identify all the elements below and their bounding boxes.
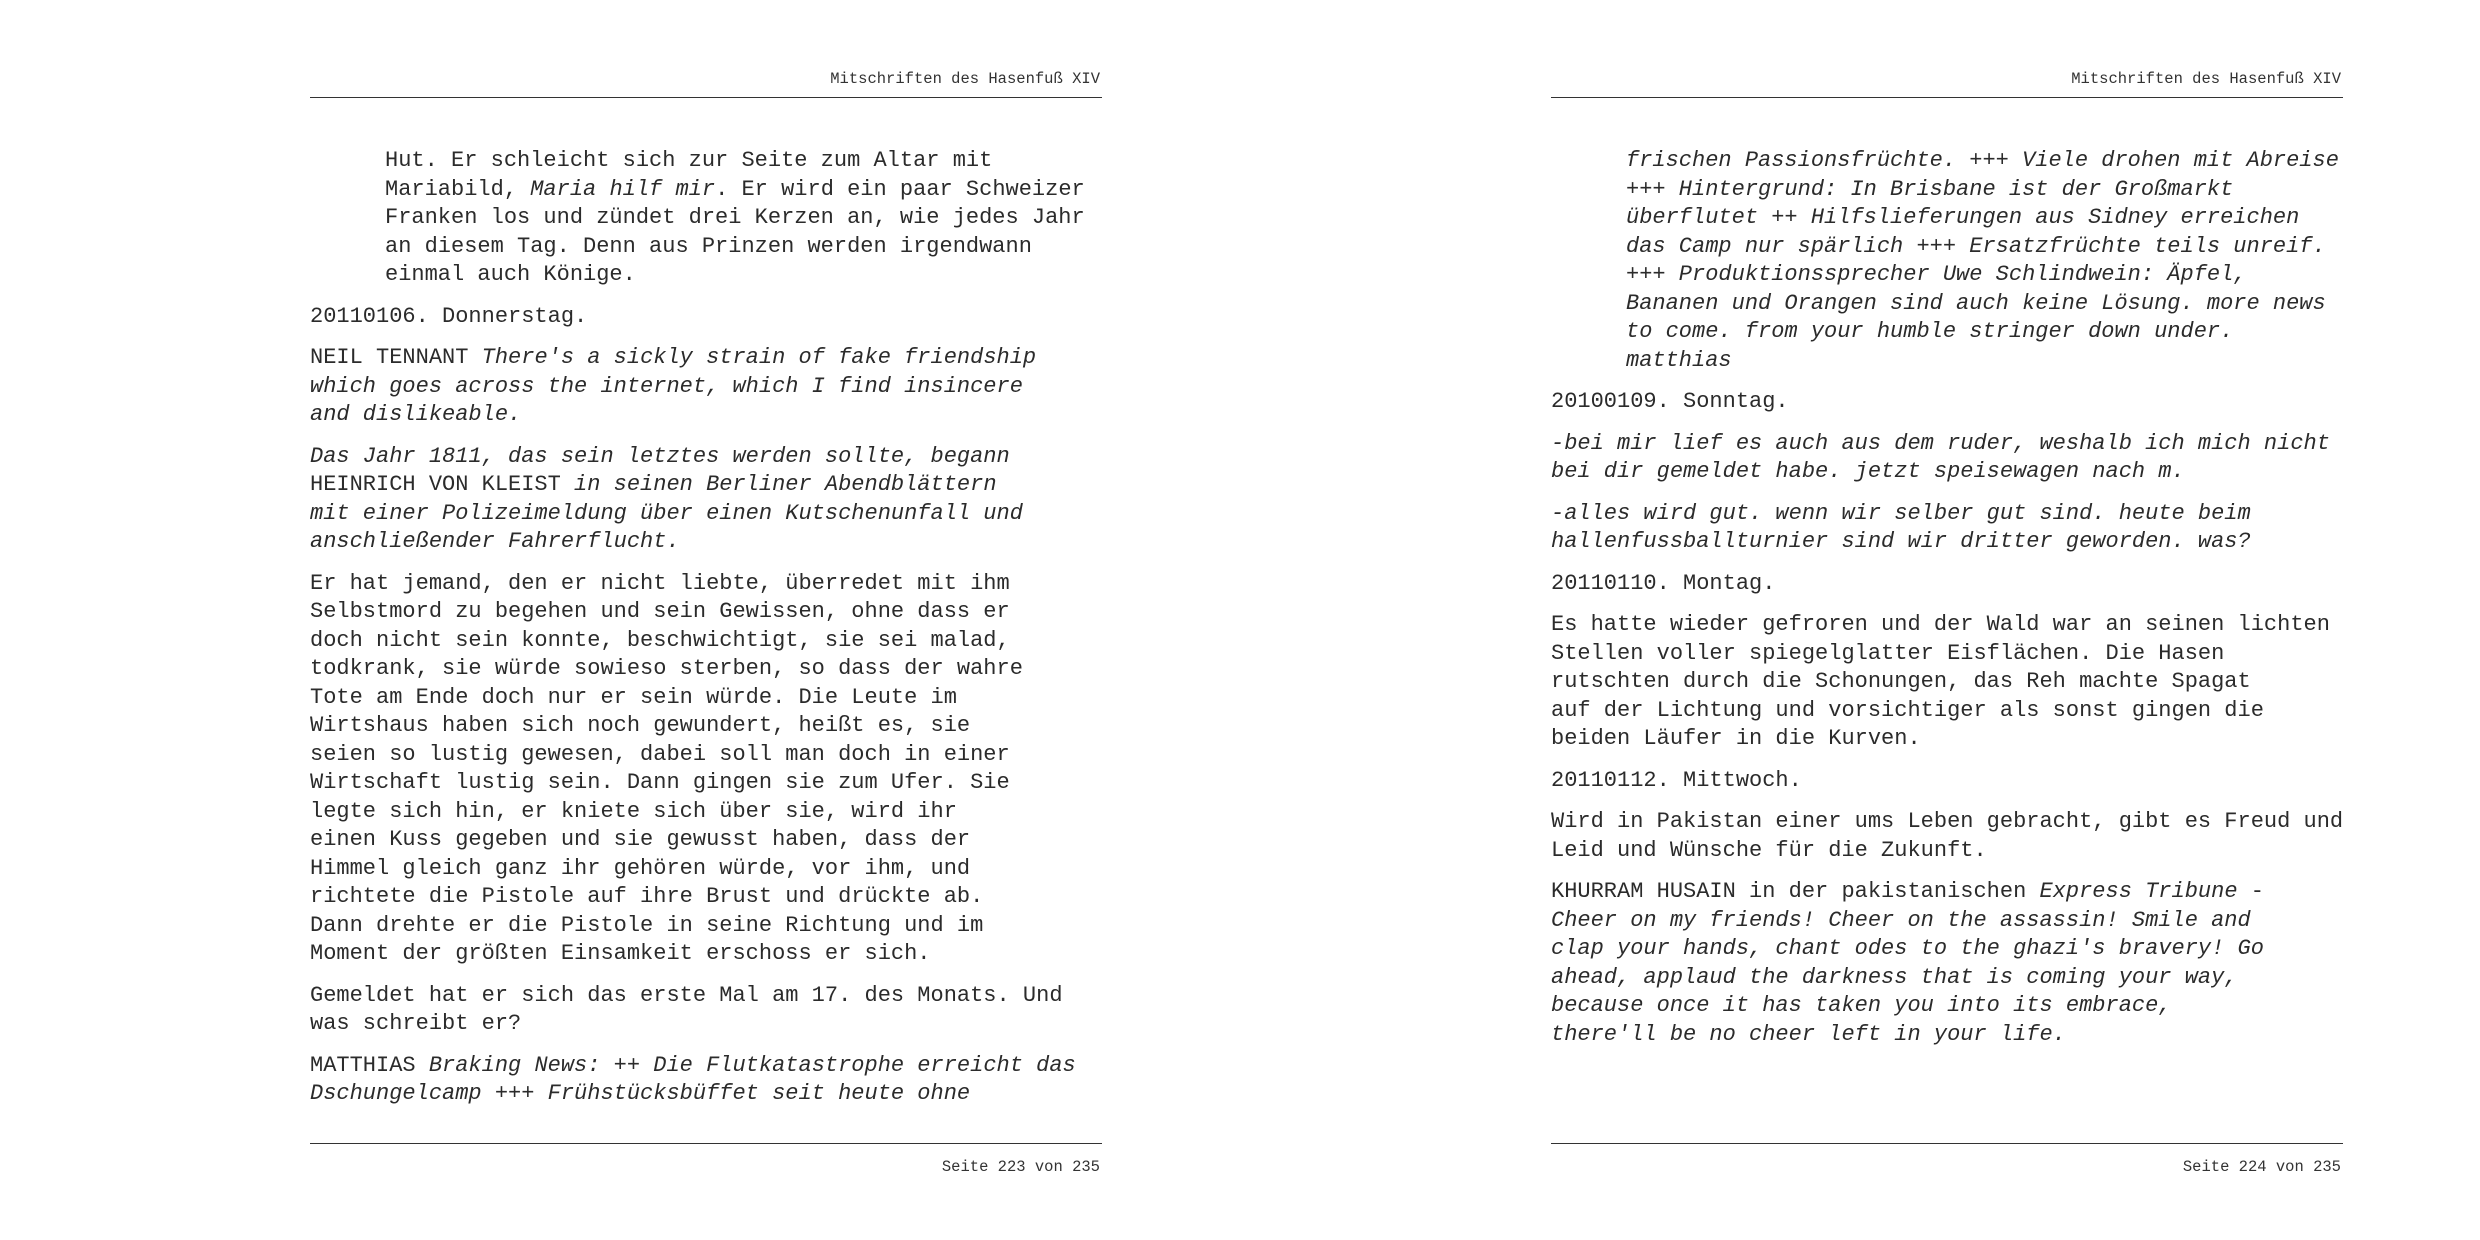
text-line: 20110106. Donnerstag. <box>310 303 588 329</box>
message-paragraph <box>1551 500 2341 557</box>
page-body <box>310 147 1100 1122</box>
running-header: Mitschriften des Hasenfuß XIV <box>2071 70 2341 88</box>
text-line: legte sich hin, er kniete sich über sie, wird ihr <box>310 798 957 824</box>
paragraph <box>310 147 1100 290</box>
text-line: Leid und Wünsche für die Zukunft. <box>1551 837 1987 863</box>
text-line: das Camp nur spärlich +++ Ersatzfrüchte teils unreif. <box>1626 233 2326 259</box>
paragraph <box>1551 147 2341 375</box>
text-line: which goes across the internet, which I find insincere <box>310 373 1023 399</box>
text-line: einen Kuss gegeben und sie gewusst haben, dass der <box>310 827 971 852</box>
text-line: seien so lustig gewesen, dabei soll man doch in einer <box>310 741 1010 767</box>
paragraph <box>1551 808 2344 865</box>
footer-rule <box>1551 1143 2343 1144</box>
footer-rule <box>310 1143 1102 1144</box>
text-line: Cheer on my friends! Cheer on the assassin! Smile and <box>1551 907 2251 933</box>
text-line: auf der Lichtung und vorsichtiger als sonst gingen die <box>1551 697 2264 723</box>
text-line: Himmel gleich ganz ihr gehören würde, vor ihm, und <box>310 855 971 881</box>
text-span: MATTHIAS <box>310 1052 429 1078</box>
text-line: -bei mir lief es auch aus dem ruder, weshalb ich mich nicht <box>1551 430 2330 456</box>
paragraph <box>310 570 1100 969</box>
page-body <box>1551 147 2344 1062</box>
text-line: todkrank, sie würde sowieso sterben, so dass der wahre <box>310 656 1023 681</box>
text-line: rutschten durch die Schonungen, das Reh machte Spagat <box>1551 669 2251 694</box>
date-heading <box>310 303 1100 332</box>
italic-span: Express Tribune <box>2039 879 2238 904</box>
text-line: Stellen voller spiegelglatter Eisflächen. Die Hasen <box>1551 640 2225 666</box>
text-line: hallenfussballturnier sind wir dritter geworden. was? <box>1551 529 2251 554</box>
text-line: ahead, applaud the darkness that is coming your way, <box>1551 964 2238 990</box>
left-page <box>310 0 1110 1240</box>
quote-paragraph <box>1551 878 2341 1049</box>
text-span: Mariabild, <box>385 176 531 202</box>
text-line: there'll be no cheer left in your life. <box>1551 1021 2066 1047</box>
text-line: 20110110. Montag. <box>1551 570 1776 596</box>
paragraph <box>1551 611 2341 754</box>
text-line: to come. from your humble stringer down under. <box>1626 319 2234 344</box>
paragraph <box>310 443 1100 557</box>
text-line: beiden Läufer in die Kurven. <box>1551 726 1921 751</box>
text-line: mit einer Polizeimeldung über einen Kutschenunfall und <box>310 500 1023 526</box>
text-span: . Er wird ein paar Schweizer <box>715 176 1085 202</box>
text-line: 20110112. Mittwoch. <box>1551 767 1802 793</box>
text-line: einmal auch Könige. <box>385 262 636 287</box>
text-line: überflutet ++ Hilfslieferungen aus Sidney erreichen <box>1626 205 2300 230</box>
text-line: +++ Hintergrund: In Brisbane ist der Großmarkt <box>1626 176 2234 202</box>
right-page <box>1551 0 2351 1240</box>
italic-span: There's a sickly strain of fake friendship <box>481 345 1037 370</box>
text-line: Das Jahr 1811, das sein letztes werden sollte, begann <box>310 443 1010 469</box>
text-line: frischen Passionsfrüchte. +++ Viele drohen mit Abreise <box>1626 148 2339 173</box>
text-span: - <box>2237 879 2264 904</box>
header-rule <box>310 97 1102 98</box>
date-heading <box>1551 570 2341 599</box>
text-line: matthias <box>1626 347 1732 373</box>
text-line: Gemeldet hat er sich das erste Mal am 17. des Monats. Und <box>310 982 1063 1008</box>
text-line: Wird in Pakistan einer ums Leben gebracht, gibt es Freud und <box>1551 809 2344 834</box>
text-line: was schreibt er? <box>310 1011 522 1036</box>
text-line: Es hatte wieder gefroren und der Wald war an seinen lichten <box>1551 612 2330 637</box>
message-paragraph <box>1551 430 2341 487</box>
paragraph <box>310 982 1100 1039</box>
text-line: and dislikeable. <box>310 402 522 427</box>
text-line <box>310 344 1100 373</box>
text-line: richtete die Pistole auf ihre Brust und drückte ab. <box>310 884 984 909</box>
text-line <box>1551 878 2341 907</box>
text-line: clap your hands, chant odes to the ghazi's bravery! Go <box>1551 936 2264 961</box>
text-line: Wirtschaft lustig sein. Dann gingen sie zum Ufer. Sie <box>310 770 1010 795</box>
quote-paragraph <box>310 1052 1100 1109</box>
text-line: Hut. Er schleicht sich zur Seite zum Altar mit <box>385 148 993 173</box>
date-heading <box>1551 388 2341 417</box>
text-line: doch nicht sein konnte, beschwichtigt, sie sei malad, <box>310 627 1010 653</box>
italic-span: in seinen Berliner Abendblättern <box>574 472 997 497</box>
text-line: 20100109. Sonntag. <box>1551 389 1789 414</box>
italic-span: Maria hilf mir <box>530 176 716 202</box>
text-line: Selbstmord zu begehen und sein Gewissen, ohne dass er <box>310 599 1010 624</box>
text-span: KHURRAM HUSAIN in der pakistanischen <box>1551 879 2040 904</box>
date-heading <box>1551 767 2341 796</box>
text-line: Dann drehte er die Pistole in seine Richtung und im <box>310 912 984 938</box>
quote-paragraph <box>310 344 1100 430</box>
text-line <box>310 471 1100 500</box>
page-number: Seite 223 von 235 <box>941 1158 1100 1176</box>
text-line: Er hat jemand, den er nicht liebte, überredet mit ihm <box>310 570 1010 596</box>
text-line: Bananen und Orangen sind auch keine Lösung. more news <box>1626 290 2326 316</box>
text-line: because once it has taken you into its embrace, <box>1551 993 2172 1018</box>
text-line: Moment der größten Einsamkeit erschoss er sich. <box>310 941 931 966</box>
text-line: an diesem Tag. Denn aus Prinzen werden irgendwann <box>385 233 1032 259</box>
italic-span: Braking News: ++ Die Flutkatastrophe erreicht das <box>428 1052 1076 1078</box>
text-span: NEIL TENNANT <box>310 345 482 370</box>
text-line: anschließender Fahrerflucht. <box>310 529 680 554</box>
text-line: bei dir gemeldet habe. jetzt speisewagen nach m. <box>1551 459 2185 484</box>
text-line: Wirtshaus haben sich noch gewundert, heißt es, sie <box>310 713 971 738</box>
header-rule <box>1551 97 2343 98</box>
running-header: Mitschriften des Hasenfuß XIV <box>830 70 1100 88</box>
page-number: Seite 224 von 235 <box>2182 1158 2341 1176</box>
text-line: Dschungelcamp +++ Frühstücksbüffet seit heute ohne <box>310 1081 971 1106</box>
text-span: HEINRICH VON KLEIST <box>310 472 575 497</box>
text-line: -alles wird gut. wenn wir selber gut sind. heute beim <box>1551 500 2251 526</box>
text-line: +++ Produktionssprecher Uwe Schlindwein: Äpfel, <box>1626 262 2247 287</box>
text-line: Franken los und zündet drei Kerzen an, wie jedes Jahr <box>385 205 1085 230</box>
text-line <box>385 176 1100 205</box>
text-line: Tote am Ende doch nur er sein würde. Die Leute im <box>310 684 957 710</box>
text-line <box>310 1052 1100 1081</box>
